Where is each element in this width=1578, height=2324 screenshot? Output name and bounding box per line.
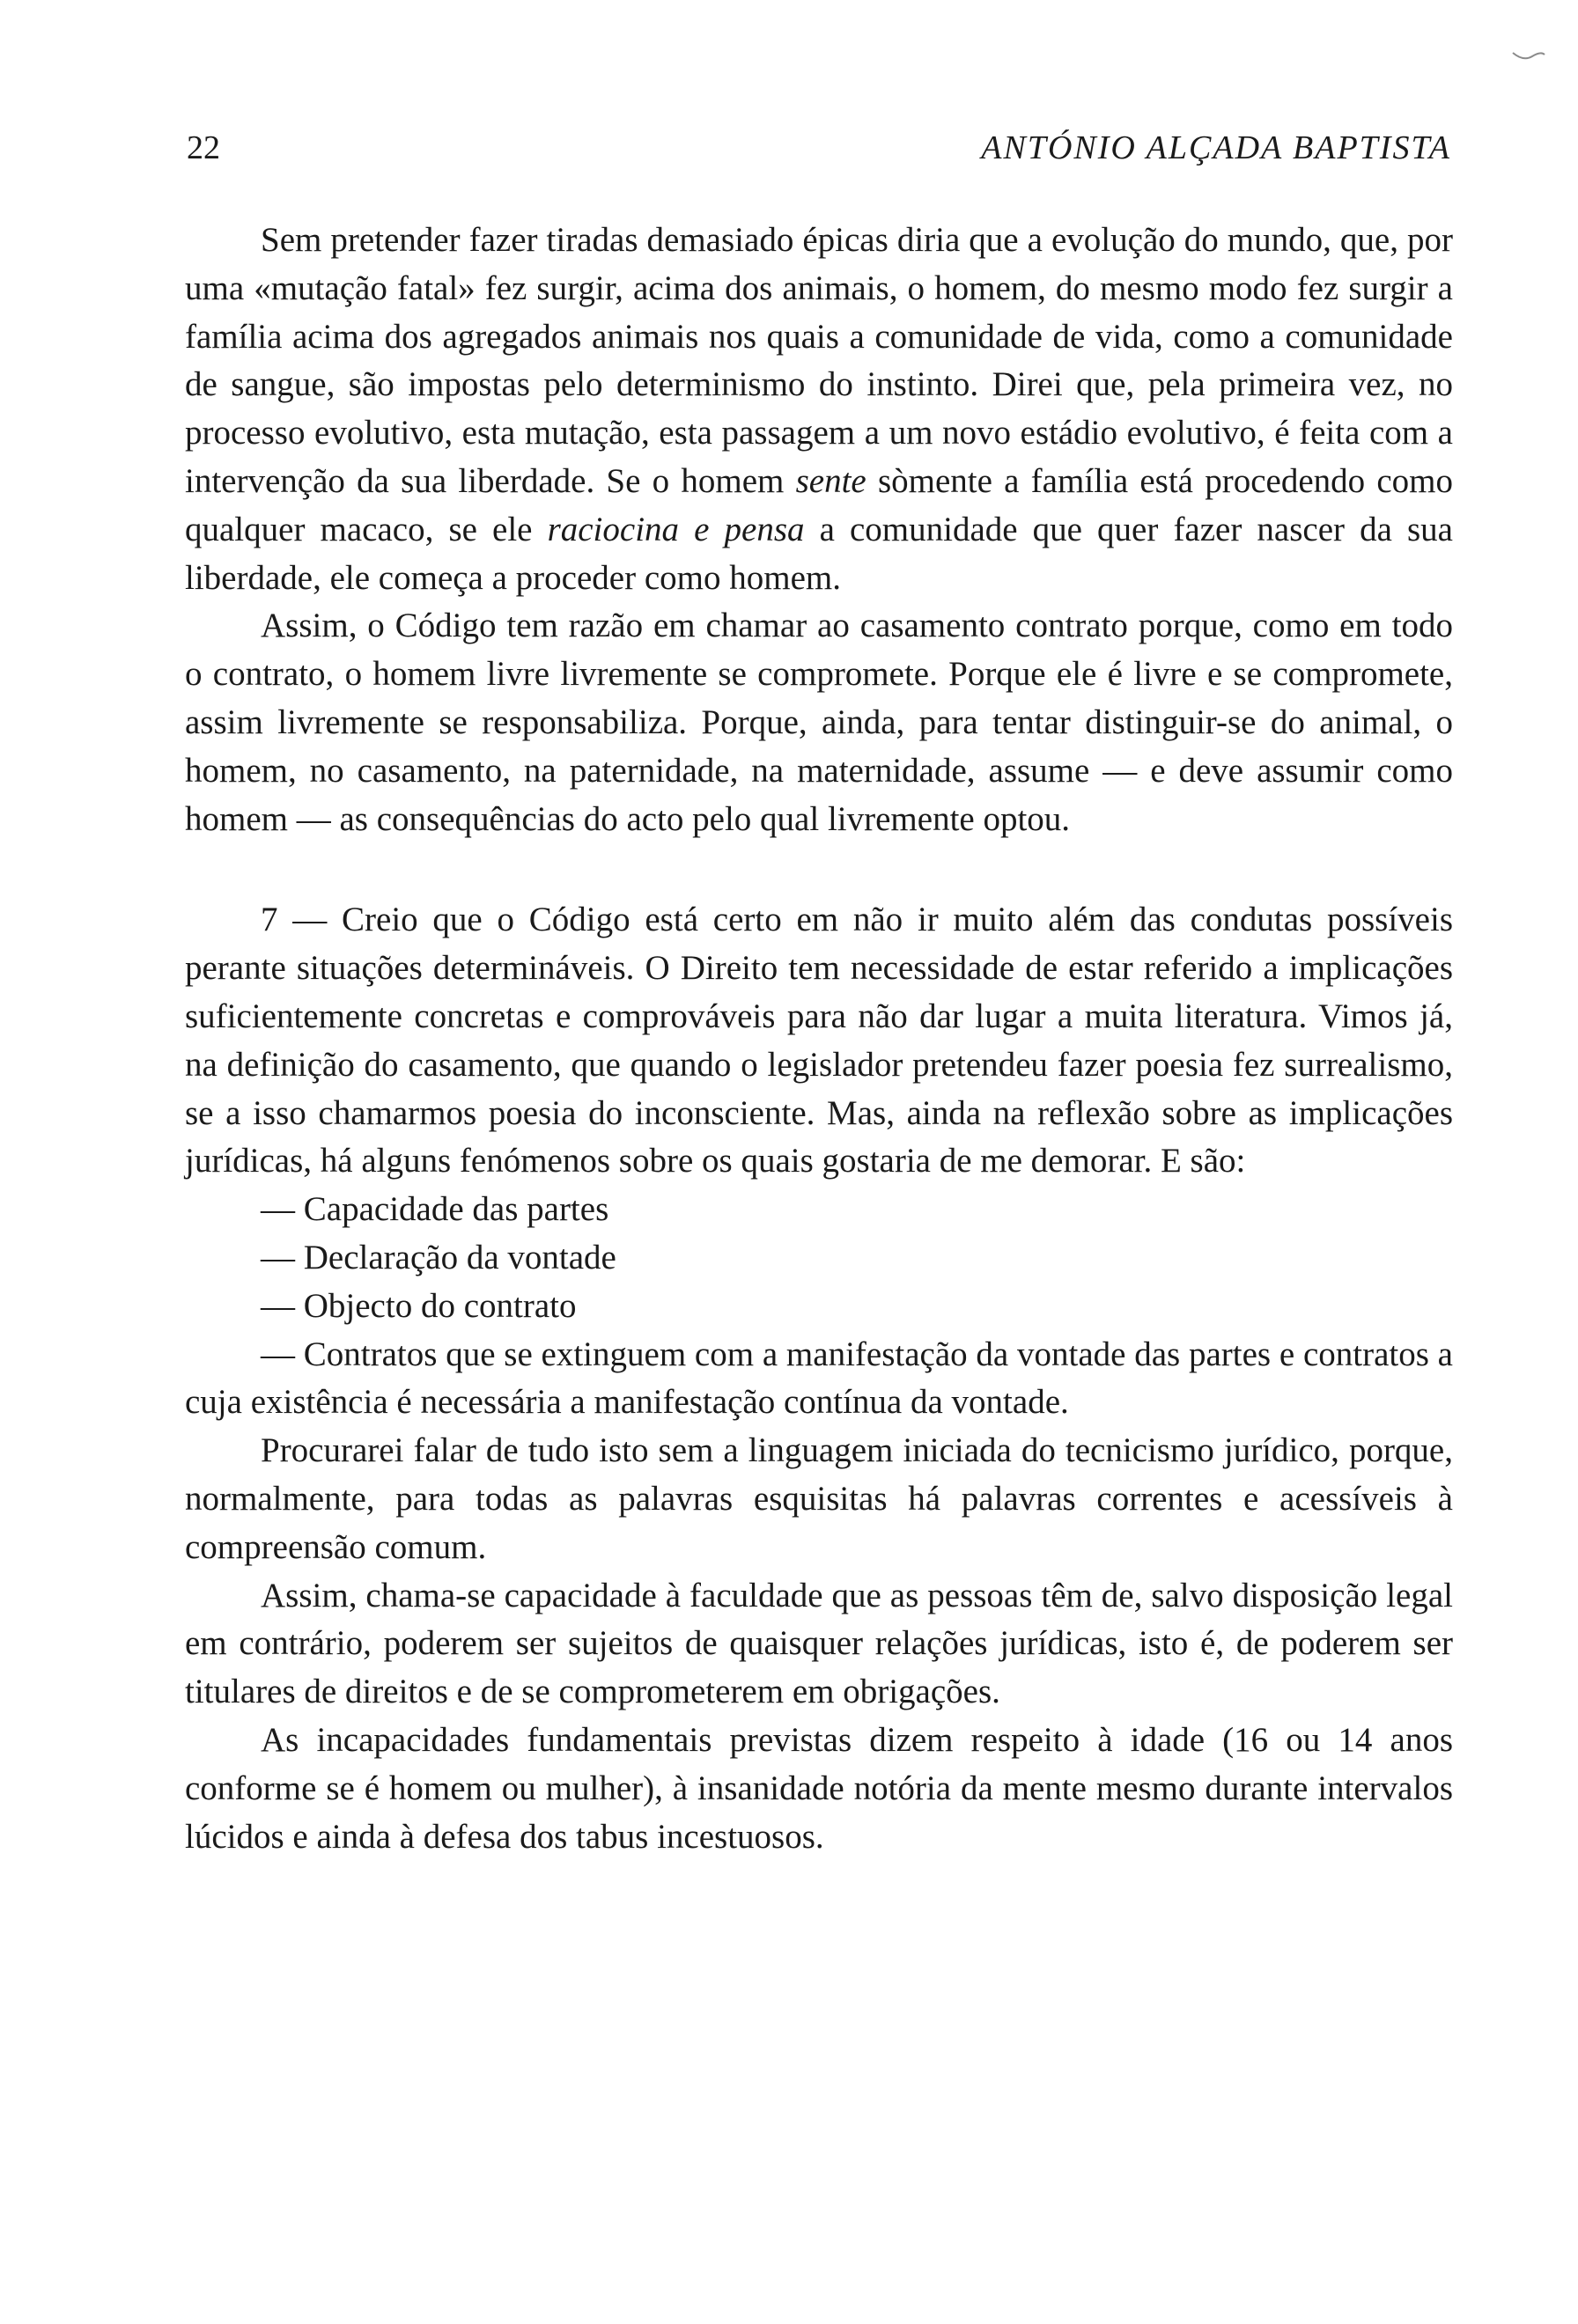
page-number: 22	[187, 129, 220, 166]
text-run: Assim, chama-se capacidade à faculdade que as pessoas têm de, salvo disposição legal em contrário, poderem ser sujeitos de quaisquer relações jurídicas, isto é, de poderem ser titulares de direitos e de se comprometerem em obrigações.	[185, 1576, 1453, 1711]
list-item	[185, 1234, 1453, 1283]
list-item	[185, 1283, 1453, 1331]
paragraph	[185, 1427, 1453, 1571]
text-run: — Objecto do contrato	[261, 1286, 577, 1325]
paragraph	[185, 1572, 1453, 1717]
running-title: ANTÓNIO ALÇADA BAPTISTA	[981, 129, 1451, 166]
italic-text: sente	[795, 461, 866, 500]
text-run: As incapacidades fundamentais previstas dizem respeito à idade (16 ou 14 anos conforme se é homem ou mulher), à insanidade notória da mente mesmo durante intervalos lúcidos e ainda à defesa dos tabus incestuosos.	[185, 1720, 1453, 1856]
scan-mark	[1511, 49, 1546, 62]
list-item	[185, 1186, 1453, 1234]
body-text	[185, 217, 1453, 1861]
text-run: — Declaração da vontade	[261, 1238, 616, 1276]
text-run: Procurarei falar de tudo isto sem a linguagem iniciada do tecnicismo jurídico, porque, normalmente, para todas as palavras esquisitas há palavras correntes e acessíveis à compreensão comum.	[185, 1431, 1453, 1566]
paragraph	[185, 1717, 1453, 1861]
paragraph	[185, 217, 1453, 602]
text-run: Assim, o Código tem razão em chamar ao casamento contrato porque, como em todo o contrato, o homem livre livremente se compromete. Porque ele é livre e se compromete, assim livremente se responsabiliza. Porque, ainda, para tentar distinguir-se do animal, o homem, no casamento, na paternidade, na maternidade, assume — e deve assumir como homem — as consequências do acto pelo qual livremente optou.	[185, 607, 1453, 838]
text-run: a comunidade que quer fazer nascer da sua liberdade, ele começa a proceder como homem.	[185, 510, 1453, 597]
italic-text: raciocina e pensa	[547, 510, 805, 548]
list-item	[185, 1331, 1453, 1428]
text-run: Sem pretender fazer tiradas demasiado épicas diria que a evolução do mundo, que, por uma «mutação fatal» fez surgir, acima dos animais, o homem, do mesmo modo fez surgir a família acima dos agregados animais nos quais a comunidade de vida, como a comunidade de sangue, são impostas pelo determinismo do instinto. Direi que, pela primeira vez, no processo evolutivo, esta mutação, esta passagem a um novo estádio evolutivo, é feita com a intervenção da sua liberdade. Se o homem	[185, 221, 1453, 500]
page-header	[187, 129, 1451, 181]
text-run: 7 — Creio que o Código está certo em não ir muito além das condutas possíveis perante situações determináveis. O Direito tem necessidade de estar referido a implicações suficientemente concretas e comprováveis para não dar lugar a muita literatura. Vimos já, na definição do casamento, que quando o legislador pretendeu fazer poesia fez surrealismo, se a isso chamarmos poesia do inconsciente. Mas, ainda na reflexão sobre as implicações jurídicas, há alguns fenómenos sobre os quais gostaria de me demorar. E são:	[185, 901, 1453, 1180]
text-run: sòmente a família está procedendo como qualquer macaco, se ele	[185, 461, 1453, 548]
text-run: — Capacidade das partes	[261, 1190, 609, 1229]
paragraph	[185, 896, 1453, 1186]
paragraph	[185, 602, 1453, 843]
text-run: — Contratos que se extinguem com a manifestação da vontade das partes e contratos a cuja existência é necessária a manifestação contínua da vontade.	[185, 1335, 1453, 1422]
